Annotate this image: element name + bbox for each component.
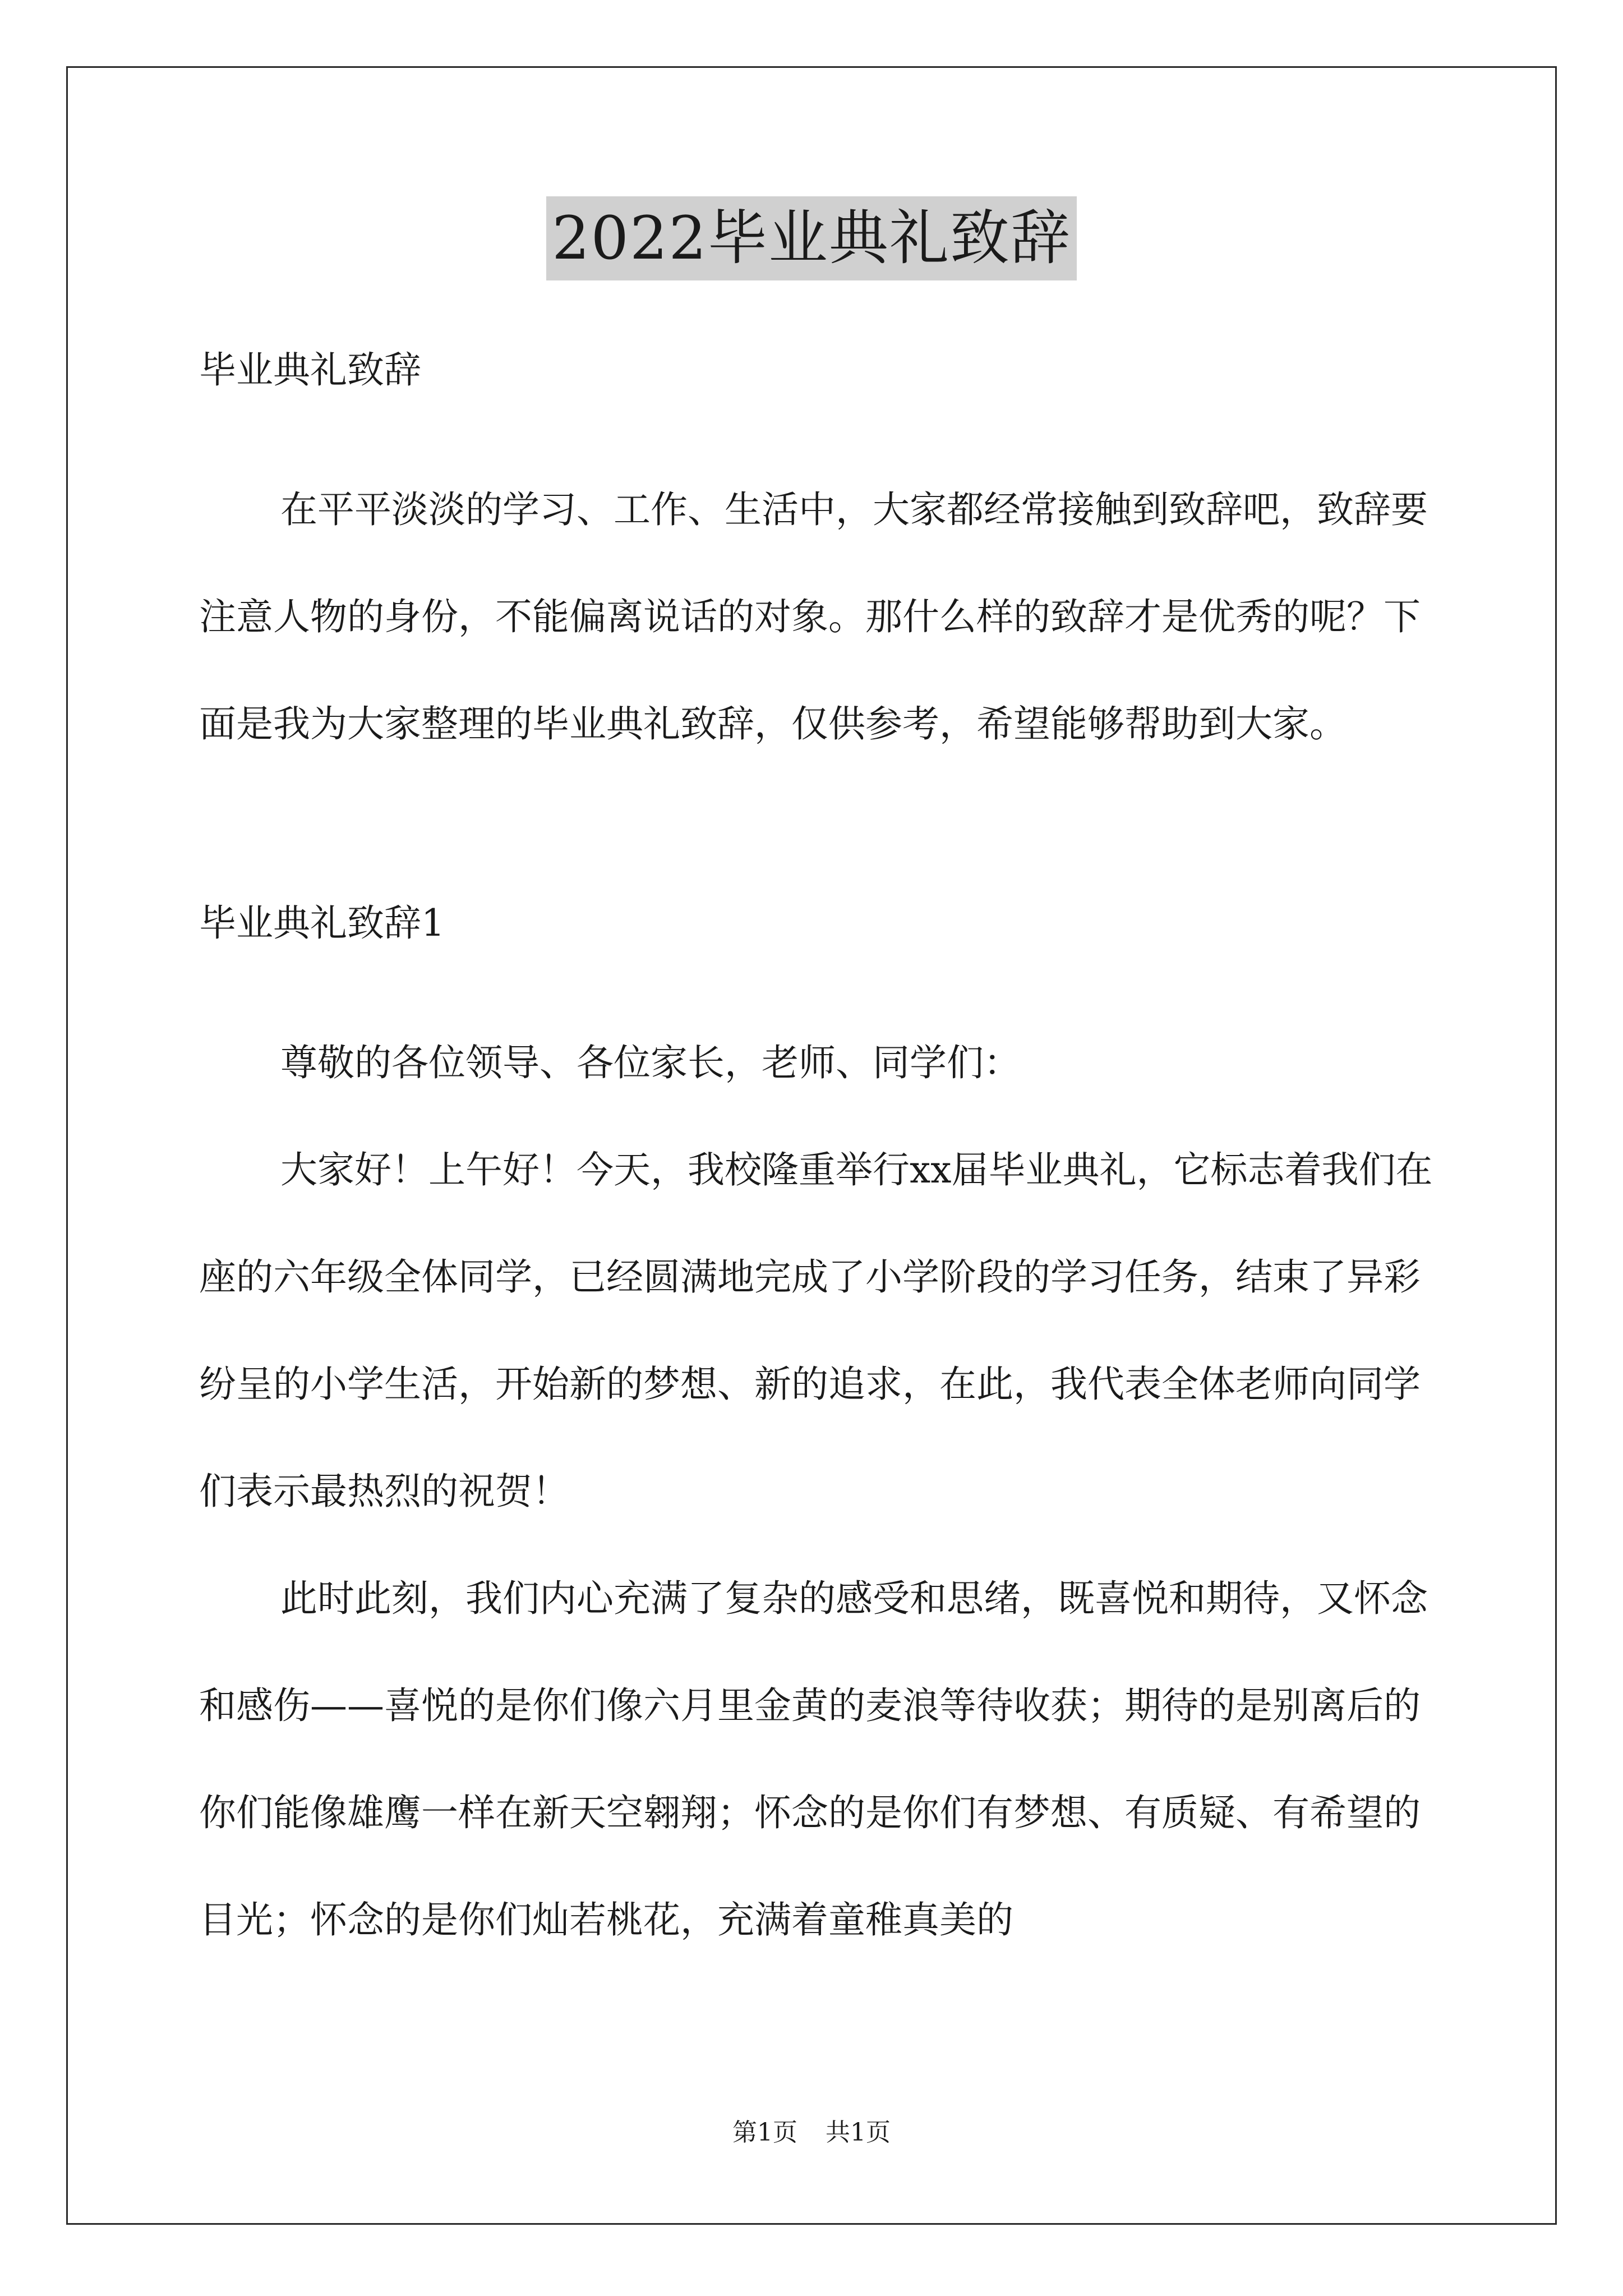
document-title: 2022毕业典礼致辞 xyxy=(546,196,1077,280)
intro-paragraph: 在平平淡淡的学习、工作、生活中，大家都经常接触到致辞吧，致辞要注意人物的身份，不能偏离说话的对象。那什么样的致辞才是优秀的呢？下面是我为大家整理的毕业典礼致辞，仅供参考，希望能够帮助到大家。 xyxy=(199,488,1428,746)
document-body xyxy=(199,348,1455,1973)
page-footer xyxy=(0,2116,1623,2150)
body-paragraph-1: 尊敬的各位领导、各位家长，老师、同学们： xyxy=(280,1041,1021,1084)
page-number-current: 第1页 xyxy=(732,2118,797,2147)
subtitle: 毕业典礼致辞 xyxy=(199,348,421,392)
body-paragraph-3: 此时此刻，我们内心充满了复杂的感受和思绪，既喜悦和期待，又怀念和感伤——喜悦的是你们像六月里金黄的麦浪等待收获；期待的是别离后的你们能像雄鹰一样在新天空翱翔；怀念的是你们有梦想、有质疑、有希望的目光；怀念的是你们灿若桃花，充满着童稚真美的 xyxy=(199,1577,1428,1941)
section-heading: 毕业典礼致辞1 xyxy=(199,901,445,945)
page-number-total: 共1页 xyxy=(826,2118,891,2147)
title-container xyxy=(0,196,1623,280)
body-paragraph-2: 大家好！上午好！今天，我校隆重举行xx届毕业典礼，它标志着我们在座的六年级全体同学，已经圆满地完成了小学阶段的学习任务，结束了异彩纷呈的小学生活，开始新的梦想、新的追求，在此，我代表全体老师向同学们表示最热烈的祝贺！ xyxy=(199,1148,1433,1513)
